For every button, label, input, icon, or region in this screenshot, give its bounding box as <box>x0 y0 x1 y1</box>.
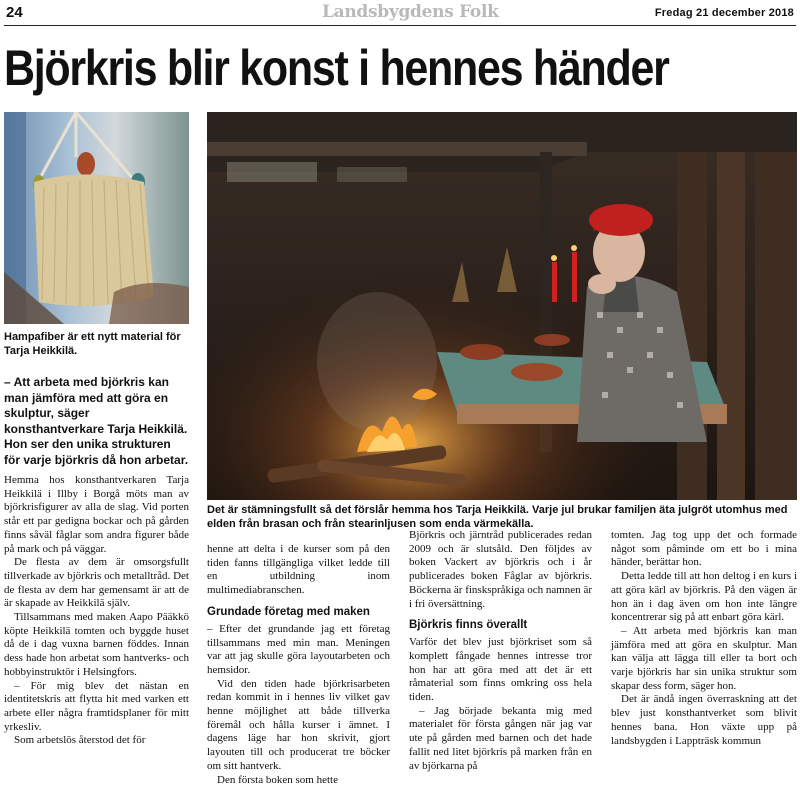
paragraph: De flesta av dem är omsorgsfullt tillverkade av björkris och metalltråd. Det de flesta av dem har gemensamt är att de är skapade av Heikkilä själv. <box>4 556 189 610</box>
paragraph: Varför det blev just björkriset som så komplett fångade hennes intresse tror hon har att göra med att det är ett råmaterial som finns omkring oss hela tiden. <box>409 636 592 704</box>
hemp-fiber-photo <box>4 112 189 324</box>
paragraph: – Jag började bekanta mig med materialet för första gången när jag var ute på gården med barnen och det hade fallit ned litet björkris på marken från en av björkarna på <box>409 704 592 772</box>
paragraph: Det är ändå ingen överraskning att det blev just konsthantverket som blivit hennes bana. Hon växte upp på landsbygden i Lappträsk kommun <box>611 693 797 747</box>
paragraph: – För mig blev det nästan en identitetskris att flytta hit med varken ett arbete eller några framtidsplaner för mitt yrkesliv. <box>4 679 189 733</box>
subheading: Björkris finns överallt <box>409 619 528 632</box>
small-photo-caption: Hampafiber är ett nytt material för Tarja Heikkilä. <box>4 331 181 357</box>
fireside-photo <box>207 112 797 500</box>
paragraph: Björkris och järntråd publicerades redan 2009 och är slutsåld. Den följdes av boken Vackert av björkris och i år publicerades boken Fåglar av björkris. Böckerna är finskspråkiga och namnen är i fri översättning. <box>409 529 592 610</box>
big-photo-caption: Det är stämningsfullt så det förslår hemma hos Tarja Heikkilä. Varje jul brukar familjen äta julgröt utomhus med elden från brasan och från stearinljusen som enda värmekälla. <box>207 504 788 530</box>
newspaper-masthead: Landsbygdens Folk <box>322 2 499 22</box>
paragraph: Som arbetslös återstod det för <box>14 734 146 747</box>
paragraph: Tillsammans med maken Aapo Pääkkö köpte Heikkilä tomten och byggde huset då de i dag vuxna barnen föddes. Innan dess hade hon arbetat som hantverks- och hobbyinstruktör i Helsingfors. <box>4 611 189 678</box>
body-column-4 <box>611 529 797 748</box>
paragraph: – Efter det grundande jag ett företag tillsammans med min man. Meningen var att jag skulle göra layoutarbeten och hemsidor. <box>207 622 390 676</box>
fireside-illustration <box>207 112 797 500</box>
paragraph: Den första boken som hette <box>217 773 338 786</box>
page-header <box>4 2 796 26</box>
paragraph: Detta ledde till att hon deltog i en kurs i att göra kärl av björkris. På den vägen är hon än i dag även om hon inte längre koncentrerar sig på att enbart göra kärl. <box>611 570 797 624</box>
body-column-1 <box>4 474 189 748</box>
paragraph: – Att arbeta med björkris kan man jämföra med att göra en skulptur. Man kan välja att lägga till eller ta bort och varje björkris har sin unika struktur som skapar dess form, säger hon. <box>611 624 797 692</box>
hemp-fiber-illustration <box>4 112 189 324</box>
body-column-2 <box>207 543 390 787</box>
paragraph: tomten. Jag tog upp det och formade något som påminde om ett bo i mina händer, berättar hon. <box>611 529 797 569</box>
page-number: 24 <box>6 4 23 21</box>
issue-date: Fredag 21 december 2018 <box>654 7 794 19</box>
paragraph: Vid den tiden hade björkrisarbeten redan kommit in i hennes liv vilket gav henne möjlighet att både tillverka föremål och hålla kurser i ämnet. I dagens läge har hon skrivit, gjort layouten till och producerat tre böcker om sitt hantverk. <box>207 677 390 772</box>
paragraph: Hemma hos konsthantverkaren Tarja Heikkilä i Illby i Borgå möts man av björkrisfigurer av alla de slag. Vid porten står ett par gedigna bockar och på gården finns såväl fåglar som andra figurer både på mark och på väggar. <box>4 474 189 555</box>
subheading: Grundade företag med maken <box>207 605 370 618</box>
body-column-3 <box>409 529 592 773</box>
paragraph: henne att delta i de kurser som på den tiden fanns tillgängliga vilket ledde till en utbildning inom multimediabranschen. <box>207 543 390 597</box>
article-headline: Björkris blir konst i hennes händer <box>4 40 669 96</box>
article-ingress: – Att arbeta med björkris kan man jämföra med att göra en skulptur, säger konsthantverkare Tarja Heikkilä. Hon ser den unika strukturen för varje björkris då hon arbetar. <box>4 375 189 467</box>
